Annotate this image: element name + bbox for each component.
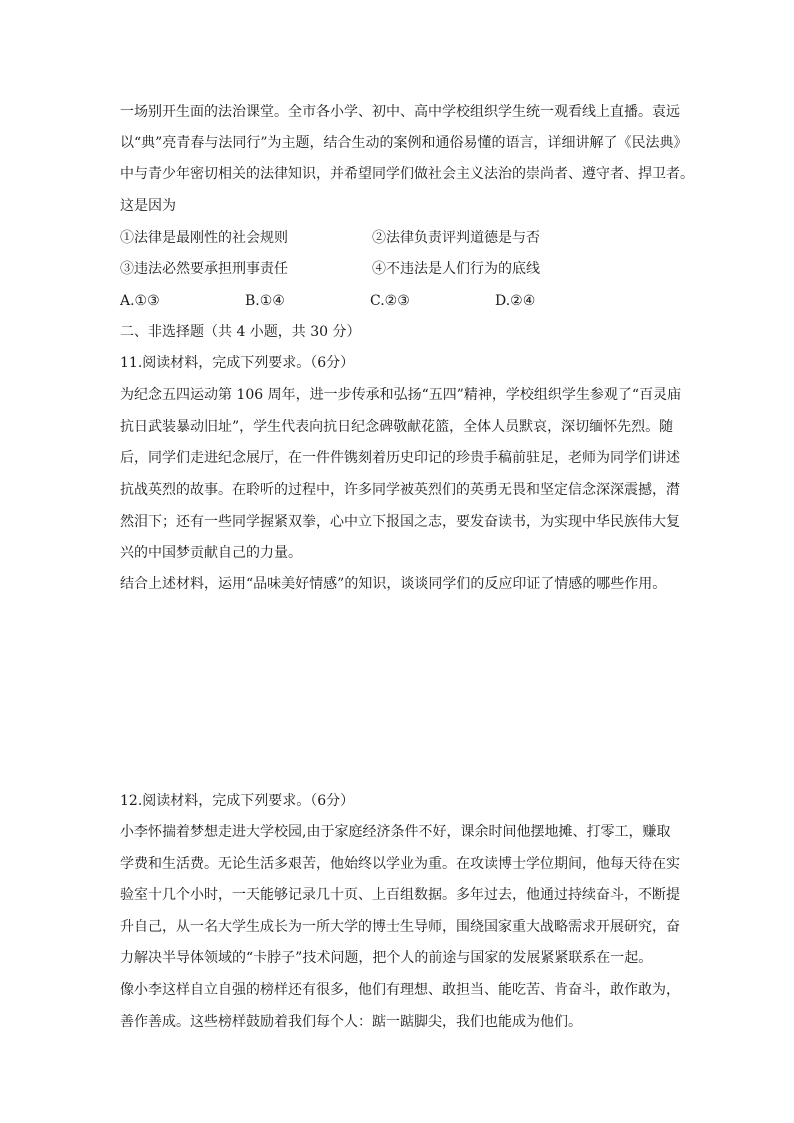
q11-material-line: 抗战英烈的故事。在聆听的过程中，许多同学被英烈们的英勇无畏和坚定信念深深震撼，潸 bbox=[120, 482, 680, 498]
statement-4: ④不违法是人们行为的底线 bbox=[372, 261, 540, 277]
intro-line-2: 以“典”亮青春与法同行”为主题，结合生动的案例和通俗易懂的语言，详细讲解了《民法典》 bbox=[120, 135, 688, 151]
statement-2: ②法律负责评判道德是与否 bbox=[372, 230, 540, 246]
intro-line-4: 这是因为 bbox=[120, 198, 176, 214]
q11-title: 11.阅读材料，完成下列要求。（6分） bbox=[120, 355, 355, 371]
q11-material-line: 然泪下；还有一些同学握紧双拳，心中立下报国之志，要发奋读书，为实现中华民族伟大复 bbox=[120, 514, 680, 530]
choice-a: A.①③ bbox=[120, 293, 160, 309]
q11-material-line: 为纪念五四运动第 106 周年，进一步传承和弘扬“五四”精神，学校组织学生参观了“百灵庙 bbox=[120, 387, 682, 403]
q12-material-line: 验室十几个小时，一天能够记录几十页、上百组数据。多年过去，他通过持续奋斗，不断提 bbox=[120, 887, 680, 903]
q12-material-line: 善作善成。这些榜样鼓励着我们每个人：踮一踮脚尖，我们也能成为他们。 bbox=[120, 1014, 582, 1030]
statement-1: ①法律是最刚性的社会规则 bbox=[120, 230, 288, 246]
q12-title: 12.阅读材料，完成下列要求。（6分） bbox=[120, 793, 355, 809]
choice-b: B.①④ bbox=[245, 293, 285, 309]
q12-material-line: 像小李这样自立自强的榜样还有很多，他们有理想、敢担当、能吃苦、肯奋斗，敢作敢为， bbox=[120, 982, 680, 998]
q12-material-line: 升自己，从一名大学生成长为一所大学的博士生导师，围绕国家重大战略需求开展研究，奋 bbox=[120, 919, 680, 935]
statement-3: ③违法必然要承担刑事责任 bbox=[120, 261, 288, 277]
section-heading: 二、非选择题（共 4 小题，共 30 分） bbox=[120, 324, 361, 340]
intro-line-3: 中与青少年密切相关的法律知识，并希望同学们做社会主义法治的崇尚者、遵守者、捍卫者。 bbox=[120, 166, 694, 182]
q11-task: 结合上述材料，运用“品味美好情感”的知识，谈谈同学们的反应印证了情感的哪些作用。 bbox=[120, 576, 667, 592]
q11-material-line: 后，同学们走进纪念展厅，在一件件镌刻着历史印记的珍贵手稿前驻足，老师为同学们讲述 bbox=[120, 450, 680, 466]
q11-material-line: 兴的中国梦贡献自己的力量。 bbox=[120, 545, 302, 561]
choice-d: D.②④ bbox=[495, 293, 536, 309]
q11-material-line: 抗日武装暴动旧址”，学生代表向抗日纪念碑敬献花篮，全体人员默哀，深切缅怀先烈。随 bbox=[120, 419, 674, 435]
q12-material-line: 力解决半导体领域的“卡脖子”技术问题，把个人的前途与国家的发展紧紧联系在一起。 bbox=[120, 950, 653, 966]
intro-line-1: 一场别开生面的法治课堂。全市各小学、初中、高中学校组织学生统一观看线上直播。袁远 bbox=[120, 104, 680, 120]
choice-c: C.②③ bbox=[370, 293, 410, 309]
q12-material-line: 学费和生活费。无论生活多艰苦，他始终以学业为重。在攻读博士学位期间，他每天待在实 bbox=[120, 856, 680, 872]
q12-material-line: 小李怀揣着梦想走进大学校园,由于家庭经济条件不好，课余时间他摆地摊、打零工，赚取 bbox=[120, 824, 671, 840]
